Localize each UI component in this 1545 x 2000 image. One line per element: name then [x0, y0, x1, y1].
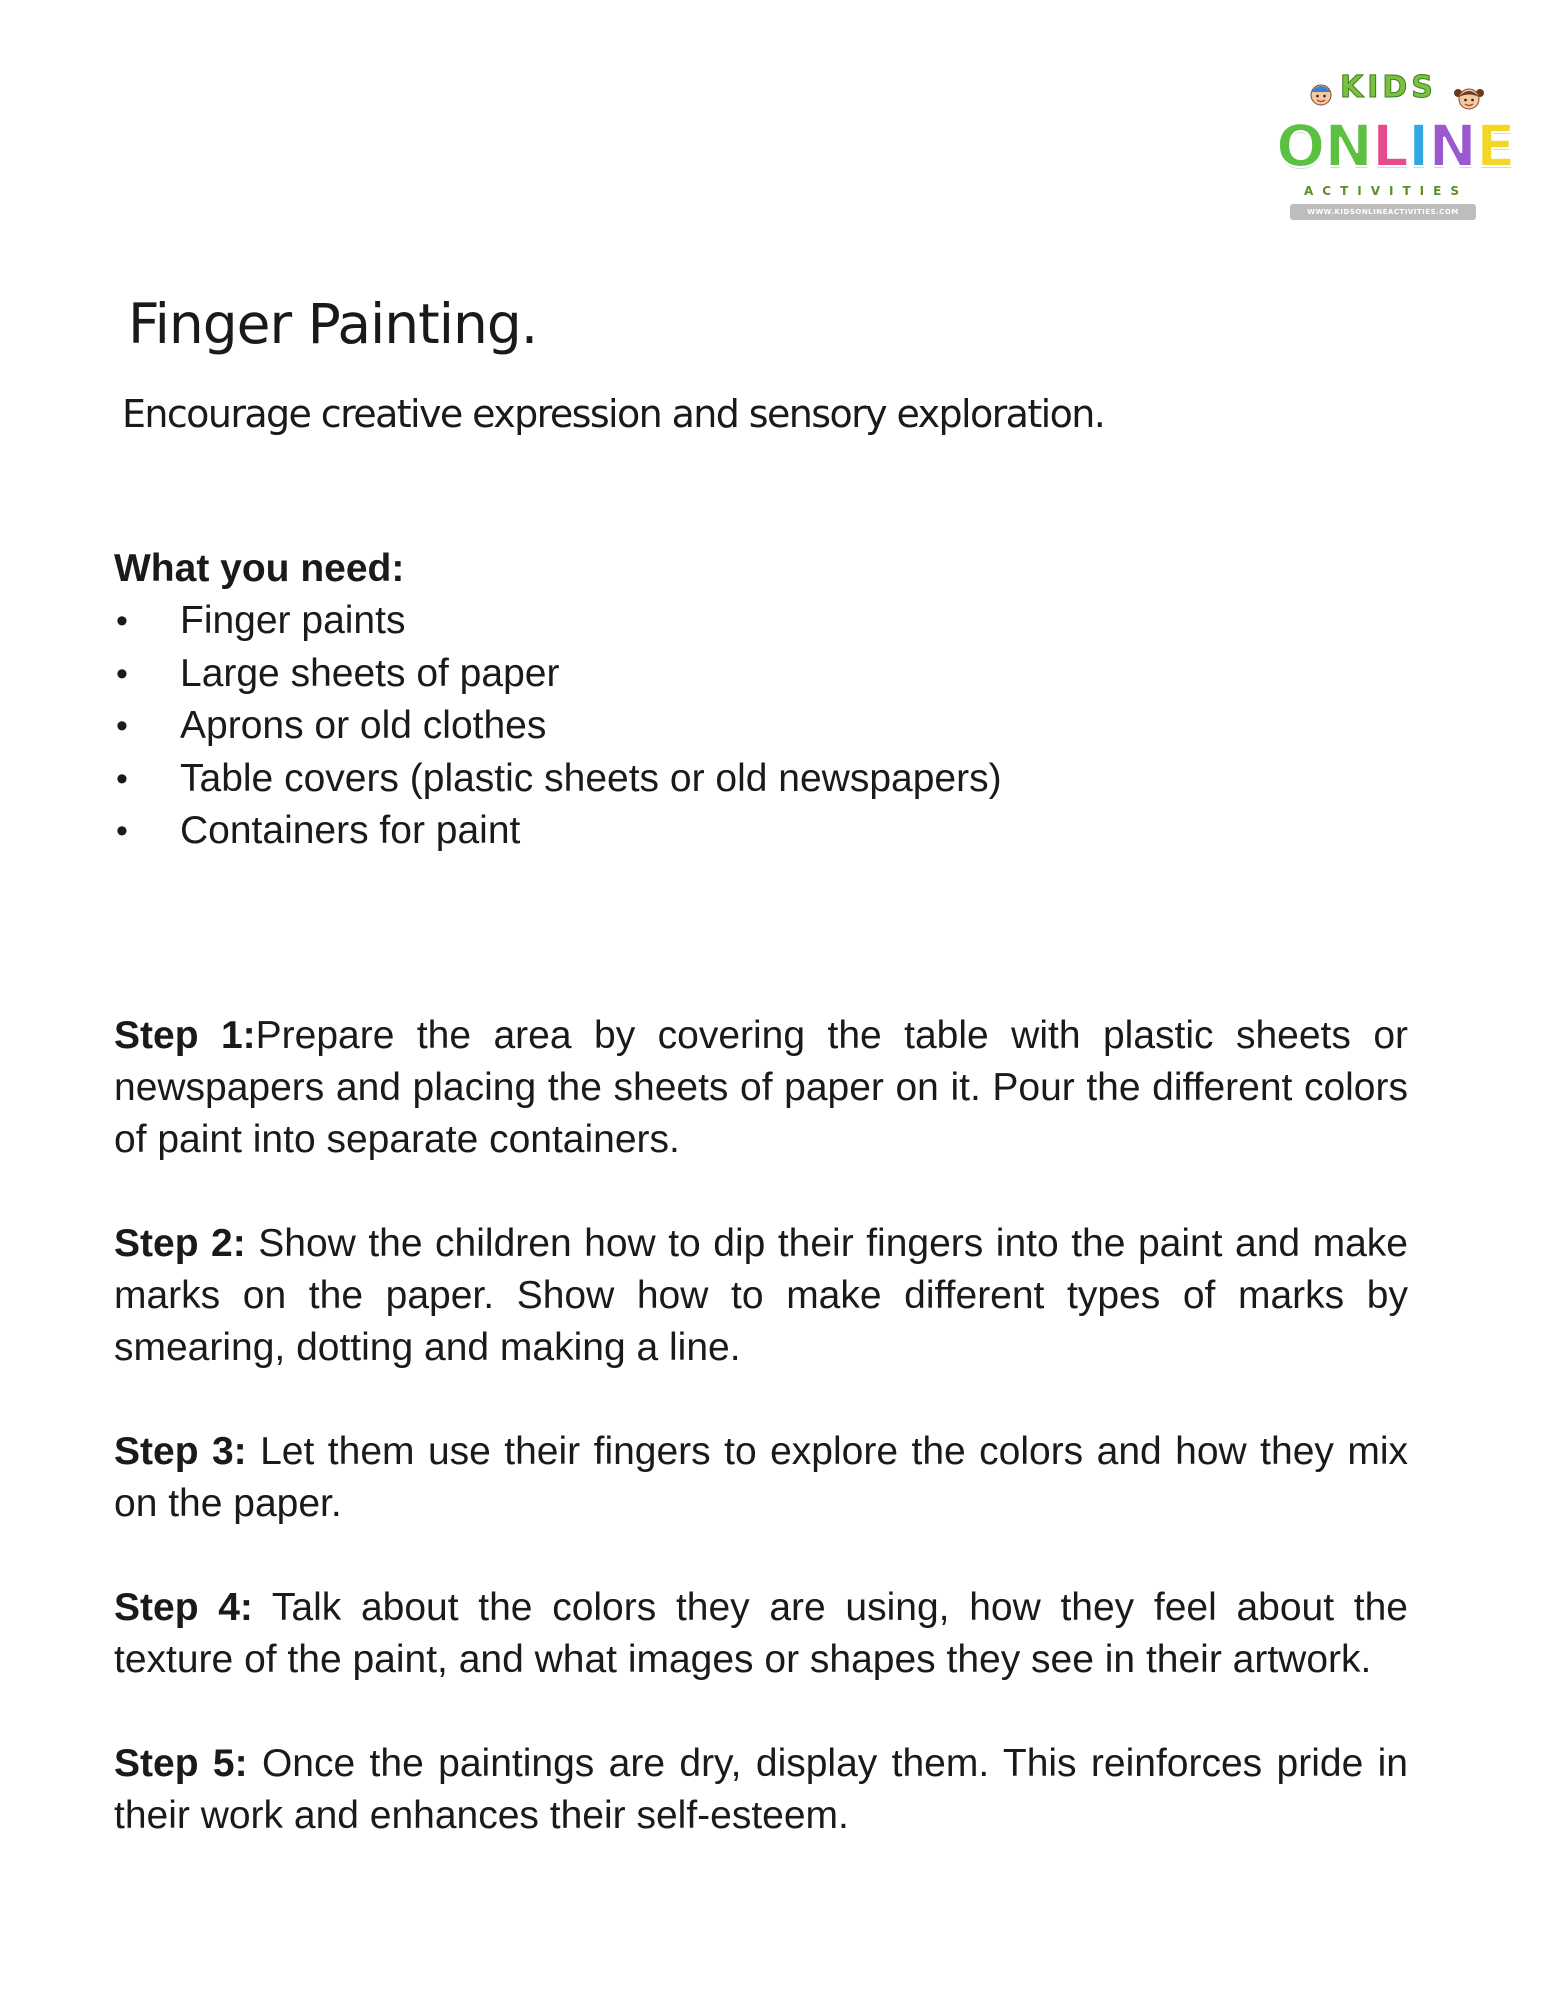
logo-online-letter: N — [1324, 112, 1372, 180]
step-paragraph — [114, 1738, 1408, 1842]
list-item-text: Finger paints — [180, 599, 406, 642]
step-text: Once the paintings are dry, display them. This reinforces pride in their work and enhances their self-esteem. — [114, 1742, 1408, 1837]
list-item-text: Aprons or old clothes — [180, 704, 547, 747]
step-label: Step 2: — [114, 1222, 246, 1265]
materials-section — [114, 543, 1414, 858]
list-item — [114, 595, 1414, 648]
bullet-icon: • — [116, 602, 128, 640]
logo-online-letter: N — [1428, 112, 1476, 180]
list-item-text: Containers for paint — [180, 809, 521, 852]
list-item — [114, 700, 1414, 753]
logo-kids-text: KIDS — [1340, 70, 1437, 105]
list-item — [114, 805, 1414, 858]
page-subtitle: Encourage creative expression and sensory exploration. — [122, 392, 1105, 436]
step-text: Prepare the area by covering the table with plastic sheets or newspapers and placing the sheets of paper on it. Pour the different colors of paint into separate containers. — [114, 1014, 1408, 1161]
step-paragraph — [114, 1218, 1408, 1374]
materials-list — [114, 595, 1414, 858]
list-item-text: Large sheets of paper — [180, 651, 560, 695]
step-label: Step 5: — [114, 1742, 248, 1785]
logo-online-letter: I — [1407, 112, 1429, 180]
logo-online-letter: O — [1276, 112, 1325, 180]
bullet-icon: • — [116, 759, 128, 798]
logo-online-letter: L — [1371, 112, 1408, 180]
step-text: Let them use their fingers to explore the colors and how they mix on the paper. — [114, 1430, 1409, 1525]
logo-url: WWW.KIDSONLINEACTIVITIES.COM — [1290, 204, 1476, 220]
list-item-text: Table covers (plastic sheets or old newspapers) — [180, 756, 1002, 800]
page-title: Finger Painting. — [128, 292, 538, 356]
step-paragraph — [114, 1426, 1408, 1530]
materials-heading: What you need: — [114, 547, 405, 590]
bullet-icon: • — [116, 654, 128, 693]
boy-face-icon — [1308, 80, 1334, 106]
kids-online-activities-logo — [1268, 66, 1515, 234]
logo-activities-text: ACTIVITIES — [1304, 184, 1468, 198]
bullet-icon: • — [116, 812, 128, 850]
step-label: Step 1: — [114, 1014, 256, 1057]
logo-online-letter: E — [1475, 112, 1515, 180]
step-paragraph — [114, 1010, 1408, 1166]
list-item — [114, 753, 1414, 806]
list-item — [114, 648, 1414, 701]
bullet-icon: • — [116, 707, 128, 745]
girl-face-icon — [1454, 84, 1484, 110]
step-paragraph — [114, 1582, 1408, 1686]
step-text: Talk about the colors they are using, how they feel about the texture of the paint, and what images or shapes they see in their artwork. — [114, 1586, 1408, 1681]
step-label: Step 3: — [114, 1430, 247, 1473]
logo-online-text — [1276, 112, 1515, 180]
step-label: Step 4: — [114, 1586, 253, 1629]
steps-section — [114, 1010, 1408, 1894]
step-text: Show the children how to dip their fingers into the paint and make marks on the paper. Show how to make different types of marks by smearing, dotting and making a line. — [114, 1222, 1408, 1369]
